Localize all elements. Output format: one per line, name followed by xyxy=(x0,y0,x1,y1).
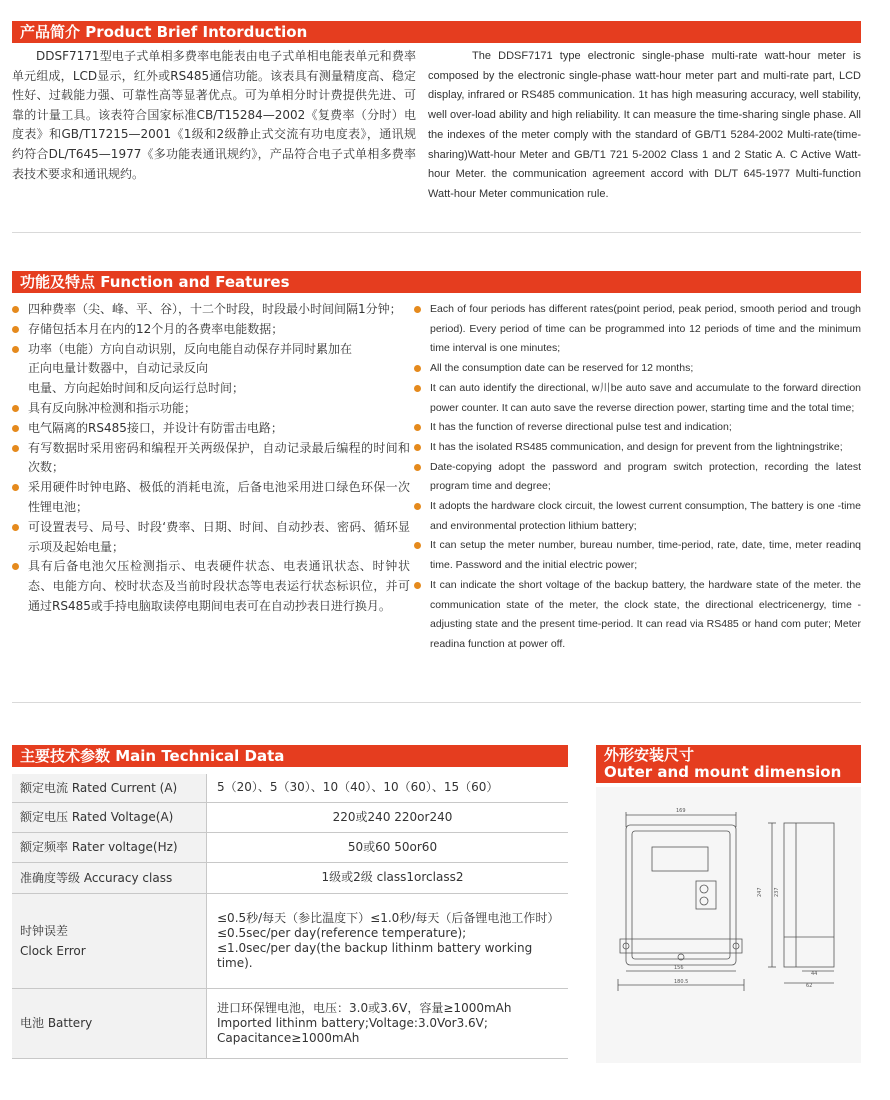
feature-text: It can setup the meter number, bureau number, time-period, rate, date, time, meter readinq time. Password and the initial electric power; xyxy=(430,539,861,572)
feature-text: 采用硬件时钟电路、极低的消耗电流，后备电池采用进口绿色环保一次性锂电池； xyxy=(28,480,410,514)
feature-item xyxy=(12,340,410,360)
bullet-icon xyxy=(12,445,19,452)
feature-item xyxy=(414,379,861,418)
tech-value: 220或240 220or240 xyxy=(207,802,569,832)
tech-row xyxy=(12,832,568,862)
meter-front-body xyxy=(626,825,736,965)
dimension-label: 237 xyxy=(774,887,780,897)
brief-en-text: The DDSF7171 type electronic single-phase multi-rate watt-hour meter is composed by the electronic single-phase watt-hour meter part and multi-rate part, LCD display, infrared or RS485 communication. 1t has high measuring accuracy, well stability, well over-load ability and high reliability. It can measure the time-sharing single phase. All the indexes of the meter comply with the standard of GB/T1 5284-2002 Multi-rate(time-sharing)Watt-hour Meter and GB/T1 721 5-2002 Class 1 and 2 Static A. C Active Watt-hour Meter. the communication agreement accord with DL/T 645-1977 Multi-function Watt-hour Meter communication rule. xyxy=(428,50,861,200)
feature-item xyxy=(12,300,410,320)
bullet-icon xyxy=(12,306,19,313)
tech-value: 1级或2级 class1orclass2 xyxy=(207,862,569,893)
tech-value: 5（20）、5（30）、10（40）、10（60）、15（60） xyxy=(207,774,569,802)
feature-text: It adopts the hardware clock circuit, the lowest current consumption, The battery is one -time and environmental protection lithium battery; xyxy=(430,500,861,532)
feature-item xyxy=(12,478,410,518)
meter-side-body xyxy=(784,823,834,967)
features-divider xyxy=(12,702,861,703)
dimension-label: 180.5 xyxy=(674,979,689,985)
feature-text: 四种费率（尖、峰、平、谷），十二个时段，时段最小时间间隔1分钟； xyxy=(28,302,402,316)
dimension-header xyxy=(596,745,861,783)
dimension-label: 44 xyxy=(811,971,818,977)
feature-item xyxy=(12,399,410,419)
dimension-label: 156 xyxy=(674,965,684,971)
feature-text: 具有后备电池欠压检测指示、电表硬件状态、电表通讯状态、时钟状态、电能方向、校时状态及当前时段状态等电表运行状态标识位，并可通过RS485或手持电脑取读停电期间电表可在自动抄表日进行换月。 xyxy=(28,559,410,613)
feature-item xyxy=(414,438,861,458)
dimension-label: 62 xyxy=(806,983,813,989)
feature-text: Date-copying adopt the password and program switch protection, recording the latest program time and degree; xyxy=(430,460,861,493)
tech-value: 进口环保锂电池，电压：3.0或3.6V，容量≥1000mAh Imported lithinm battery;Voltage:3.0Vor3.6V; Capacitance≥1000mAh xyxy=(207,988,569,1058)
dimension-title-en: Outer and mount dimension xyxy=(604,763,842,781)
feature-item xyxy=(12,379,410,399)
feature-text: 具有反向脉冲检测和指示功能； xyxy=(28,400,197,415)
feature-text: Each of four periods has different rates(point period, peak period, smooth period and trough period). Every period of time can be programmed into 12 periods of time and the minimum time interval is one minutes; xyxy=(430,303,861,355)
feature-item xyxy=(12,320,410,340)
bullet-icon xyxy=(414,582,421,589)
feature-text: It has the function of reverse directional pulse test and indication; xyxy=(430,421,732,434)
tech-row xyxy=(12,802,568,832)
feature-item xyxy=(414,497,861,536)
dimension-title-cn: 外形安装尺寸 xyxy=(604,746,695,764)
feature-item xyxy=(12,557,410,616)
features-en-list xyxy=(414,300,861,655)
tech-row xyxy=(12,893,568,988)
feature-text: 正向电量计数器中，自动记录反向 xyxy=(28,361,209,376)
brief-header: 产品简介 Product Brief Intorduction xyxy=(12,21,861,43)
tech-label: 电池 Battery xyxy=(12,988,207,1058)
feature-item xyxy=(12,419,410,439)
bullet-icon xyxy=(12,425,19,432)
feature-item xyxy=(414,418,861,438)
bullet-icon xyxy=(414,385,421,392)
feature-text: 电气隔离的RS485接口，并设计有防雷击电路； xyxy=(28,420,283,435)
dimension-drawing xyxy=(596,787,861,1063)
bullet-icon xyxy=(414,306,421,313)
feature-item xyxy=(12,518,410,558)
bullet-icon xyxy=(414,503,421,510)
feature-item xyxy=(12,439,410,479)
dimension-label: 169 xyxy=(676,808,686,814)
bullet-icon xyxy=(12,524,19,531)
tech-table xyxy=(12,774,568,1059)
tech-row xyxy=(12,774,568,802)
feature-text: 存储包括本月在内的12个月的各费率电能数据； xyxy=(28,321,284,336)
tech-row xyxy=(12,988,568,1058)
bullet-icon xyxy=(12,563,19,570)
tech-header: 主要技术参数 Main Technical Data xyxy=(12,745,568,767)
feature-item xyxy=(414,576,861,655)
tech-label: 额定电压 Rated Voltage(A) xyxy=(12,802,207,832)
meter-lcd-window xyxy=(652,847,708,871)
bullet-icon xyxy=(414,542,421,549)
dimension-panel xyxy=(596,787,861,1063)
bullet-icon xyxy=(414,424,421,431)
bullet-icon xyxy=(12,326,19,333)
feature-text: It can indicate the short voltage of the backup battery, the hardware state of the meter. the communication state of the meter, the clock state, the directional electricenergy, time -adjusting state and the present time-period. It can read via RS485 or hand com puter; Meter readina function at power off. xyxy=(430,578,861,650)
feature-item xyxy=(12,359,410,379)
feature-item xyxy=(414,300,861,359)
feature-text: It can auto identify the directional, w川be auto save and accumulate to the forward direction power counter. It can auto save the reverse direction power, starting time and the total time; xyxy=(430,381,861,414)
brief-divider xyxy=(12,232,861,233)
feature-item xyxy=(414,458,861,497)
bullet-icon xyxy=(12,346,19,353)
bullet-icon xyxy=(12,484,19,491)
tech-value: ≤0.5秒/每天（参比温度下）≤1.0秒/每天（后备锂电池工作时） ≤0.5sec/per day(reference temperature); ≤1.0sec/per day(the backup lithinm battery working time). xyxy=(207,893,569,988)
feature-item xyxy=(414,536,861,575)
tech-value: 50或60 50or60 xyxy=(207,832,569,862)
features-header: 功能及特点 Function and Features xyxy=(12,271,861,293)
dimension-label: 247 xyxy=(757,887,763,897)
feature-text: It has the isolated RS485 communication, and design for prevent from the lightningstrike; xyxy=(430,440,843,453)
tech-label: 额定频率 Rater voltage(Hz) xyxy=(12,832,207,862)
tech-label: 准确度等级 Accuracy class xyxy=(12,862,207,893)
features-cn-list xyxy=(12,300,410,617)
bullet-icon xyxy=(12,405,19,412)
feature-text: 有写数据时采用密码和编程开关两级保护，自动记录最后编程的时间和次数； xyxy=(28,440,410,475)
feature-item xyxy=(414,359,861,379)
feature-text: 可设置表号、局号、时段‘费率、日期、时间、自动抄表、密码、循环显示项及起始电量； xyxy=(28,519,410,554)
brief-cn-text: DDSF7171型电子式单相多费率电能表由电子式单相电能表单元和费率单元组成，LCD显示，红外或RS485通信功能。该表具有测量精度高、稳定性好、过载能力强、可靠性高等显著优点。可为单相分时计费提供先进、可靠的计量工具。该表符合国家标准CB/T15284—2002《复费率（分时）电度表》和GB/T17215—2001《1级和2级静止式交流有功电度表》，通讯规约符合DL/T645—1977《多功能表通讯规约》，产品符合电子式单相多费率表技术要求和通讯规约。 xyxy=(12,49,416,181)
feature-text: 功率（电能）方向自动识别，反向电能自动保存并同时累加在 xyxy=(28,341,353,356)
tech-label: 额定电流 Rated Current (A) xyxy=(12,774,207,802)
bullet-icon xyxy=(414,444,421,451)
bullet-icon xyxy=(414,365,421,372)
tech-label: 时钟误差 Clock Error xyxy=(12,893,207,988)
tech-row xyxy=(12,862,568,893)
bullet-icon xyxy=(414,464,421,471)
feature-text: All the consumption date can be reserved for 12 months; xyxy=(430,362,694,375)
feature-text: 电量、方向起始时间和反向运行总时间； xyxy=(28,381,245,396)
